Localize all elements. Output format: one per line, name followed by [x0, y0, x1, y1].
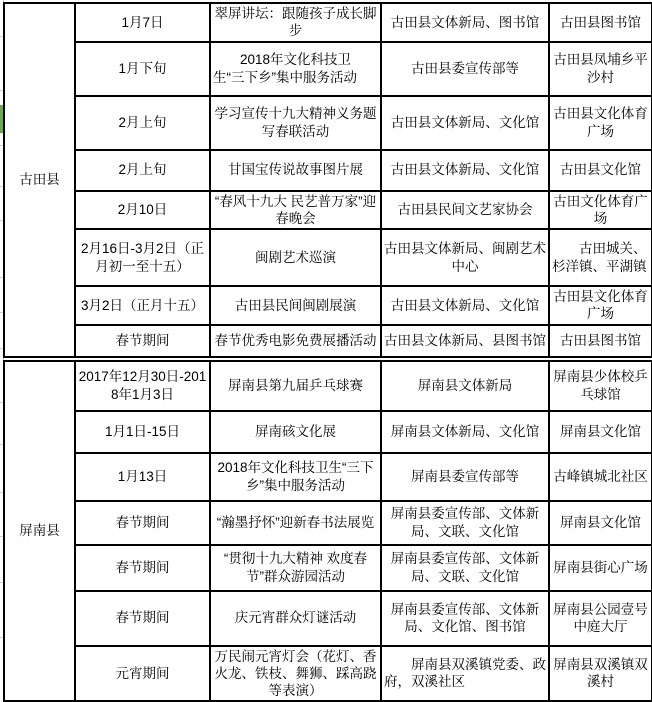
table-row [4, 591, 652, 646]
cell-organizer: 古田县文体新局、文化馆 [381, 286, 549, 325]
cell-organizer: 古田县文体新局、文化馆 [381, 96, 549, 150]
cell-date: 春节期间 [75, 325, 210, 359]
cell-venue: 古田文化体育广场 [549, 191, 652, 230]
cell-event: “春风十九大 民艺普万家”迎春晚会 [210, 191, 381, 230]
cell-event: 春节优秀电影免费展播活动 [210, 325, 381, 359]
cell-event: 闽剧艺术巡演 [210, 229, 381, 286]
cell-venue: 屏南县公园壹号中庭大厅 [549, 591, 652, 646]
table-row [4, 359, 652, 411]
cell-organizer: 古田县文体新局、县图书馆 [381, 325, 549, 359]
cell-date: 春节期间 [75, 545, 210, 591]
cell-organizer: 古田县文体新局、闽剧艺术中心 [381, 229, 549, 286]
cell-event: 2018年文化科技卫生“三下乡”集中服务活动 [210, 42, 381, 96]
cell-organizer: 屏南县委宣传部、文体新局、文化馆、图书馆 [381, 591, 549, 646]
cell-event: 庆元宵群众灯谜活动 [210, 591, 381, 646]
table-row [4, 646, 652, 702]
cell-organizer: 屏南县文体新局 [381, 359, 549, 411]
cell-venue: 古田县图书馆 [549, 3, 652, 42]
cell-venue: 屏南县双溪镇双溪村 [549, 646, 652, 702]
cell-date: 春节期间 [75, 591, 210, 646]
cell-date: 元宵期间 [75, 646, 210, 702]
cell-date: 1月下旬 [75, 42, 210, 96]
table-row [4, 411, 652, 453]
cell-venue: 屏南县街心广场 [549, 545, 652, 591]
cell-event: 屏南县第九届乒乓球赛 [210, 359, 381, 411]
cell-event: 2018年文化科技卫生“三下乡”集中服务活动 [210, 453, 381, 501]
cell-organizer: 古田县文体新局、文化馆 [381, 150, 549, 191]
county-cell-pingnan: 屏南县 [4, 359, 75, 702]
cell-organizer: 古田县文体新局、图书馆 [381, 3, 549, 42]
cell-event: “贯彻十九大精神 欢度春节”群众游园活动 [210, 545, 381, 591]
table-row [4, 286, 652, 325]
cell-organizer: 古田县委宣传部等 [381, 42, 549, 96]
cell-venue: 屏南县文化馆 [549, 501, 652, 545]
cell-venue: 古田县文化体育广场 [549, 286, 652, 325]
cell-event: “瀚墨抒怀”迎新春书法展览 [210, 501, 381, 545]
cell-organizer: 屏南县文体新局、文化馆 [381, 411, 549, 453]
cell-venue: 古田县图书馆 [549, 325, 652, 359]
cell-date: 1月7日 [75, 3, 210, 42]
table-row [4, 325, 652, 359]
cell-date: 2月上旬 [75, 150, 210, 191]
cell-date: 2017年12月30日-2018年1月3日 [75, 359, 210, 411]
cell-venue: 古田县凤埔乡平沙村 [549, 42, 652, 96]
cell-date: 1月13日 [75, 453, 210, 501]
cell-organizer: 屏南县委宣传部等 [381, 453, 549, 501]
cell-event: 屏南硋文化展 [210, 411, 381, 453]
cell-date: 3月2日（正月十五） [75, 286, 210, 325]
cell-venue: 古田县文化馆 [549, 150, 652, 191]
cell-date: 春节期间 [75, 501, 210, 545]
cell-event: 古田县民间闽剧展演 [210, 286, 381, 325]
table-row [4, 191, 652, 230]
cell-event: 翠屏讲坛：跟随孩子成长脚步 [210, 3, 381, 42]
cell-organizer: 屏南县双溪镇党委、政府，双溪社区 [381, 646, 549, 702]
cell-date: 1月1日-15日 [75, 411, 210, 453]
cell-event: 万民闹元宵灯会（花灯、香火龙、铁枝、舞狮、踩高跷等表演） [210, 646, 381, 702]
county-cell-gutian: 古田县 [4, 3, 75, 359]
cell-venue: 屏南县文化馆 [549, 411, 652, 453]
cell-organizer: 古田县民间文艺家协会 [381, 191, 549, 230]
table-row [4, 229, 652, 286]
cell-event: 甘国宝传说故事图片展 [210, 150, 381, 191]
cell-venue: 古田县文化体育广场 [549, 96, 652, 150]
cell-date: 2月16日-3月2日（正月初一至十五） [75, 229, 210, 286]
cell-organizer: 屏南县委宣传部、文体新局、文联、文化馆 [381, 501, 549, 545]
table-row [4, 96, 652, 150]
table-row [4, 150, 652, 191]
table-row [4, 453, 652, 501]
events-schedule-table [3, 2, 652, 702]
table-row [4, 545, 652, 591]
cell-venue: 屏南县少体校乒乓球馆 [549, 359, 652, 411]
table-row [4, 42, 652, 96]
cell-date: 2月10日 [75, 191, 210, 230]
cell-venue: 古田城关、杉洋镇、平湖镇 [549, 229, 652, 286]
cell-date: 2月上旬 [75, 96, 210, 150]
table-row [4, 501, 652, 545]
cell-venue: 古峰镇城北社区 [549, 453, 652, 501]
cell-event: 学习宣传十九大精神义务题写春联活动 [210, 96, 381, 150]
table-row [4, 3, 652, 42]
cell-organizer: 屏南县委宣传部、文体新局、文联、文化馆 [381, 545, 549, 591]
